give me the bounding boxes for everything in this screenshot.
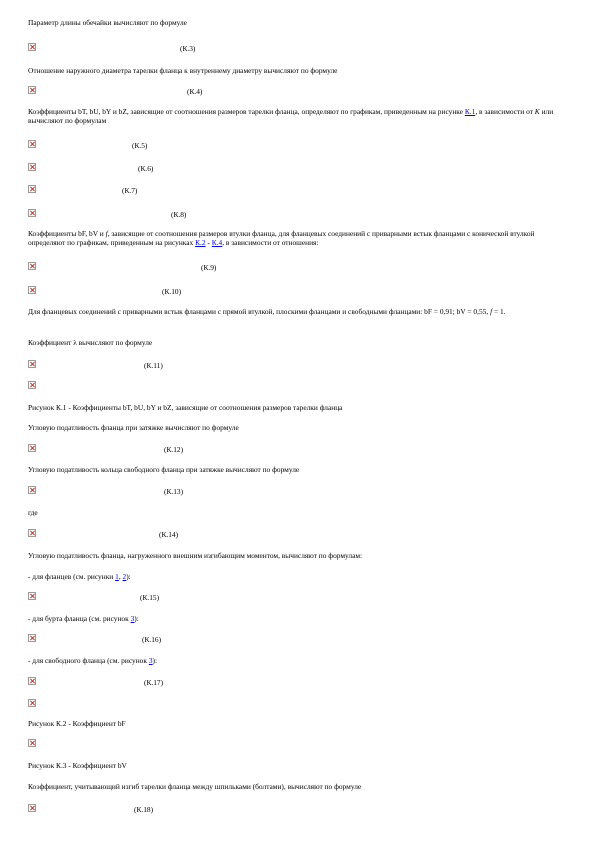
- formula-k11: [28, 360, 567, 372]
- formula-k8: [28, 209, 567, 221]
- formula-number: (К.5): [132, 141, 148, 150]
- formula-k12: [28, 444, 567, 456]
- figure-k2-image: [28, 699, 567, 711]
- formula-k4: [28, 86, 567, 98]
- paragraph-coefficients-bfv: Коэффициенты bF, bV и f, зависящие от соотношения размеров втулки фланца, для фланцевых соединений с приварными встык фланцами с конической втулкой определяют по графикам, приведенным на рисунках К.2 - К.4, в зависимости от отношения:: [28, 229, 535, 247]
- paragraph-free-flange-ring: Угловую податливость кольца свободного фланца при затяжке вычисляют по формуле: [28, 465, 300, 474]
- formula-number: (К.13): [164, 487, 184, 496]
- broken-image-icon: [28, 185, 36, 193]
- paragraph-where: где: [28, 508, 38, 517]
- broken-image-icon: [28, 43, 36, 51]
- link-figure-3[interactable]: 3: [130, 614, 135, 623]
- broken-image-icon: [28, 699, 36, 707]
- broken-image-icon: [28, 444, 36, 452]
- broken-image-icon: [28, 209, 36, 217]
- paragraph-coefficients-btuyz: Коэффициенты bT, bU, bY и bZ, зависящие от соотношения размеров тарелки фланца, определяют по графикам, приведенным на рисунке К.1, в зависимости от K или вычисляют по формулам: [28, 107, 554, 125]
- link-figure-1[interactable]: 1: [115, 572, 119, 581]
- link-figure-3-free[interactable]: 3: [148, 656, 153, 665]
- broken-image-icon: [28, 163, 36, 171]
- broken-image-icon: [28, 529, 36, 537]
- paragraph-flat-flange-values: Для фланцевых соединений с приварными встык фланцами с прямой втулкой, плоскими фланцами и свободными фланцами: bF = 0,91; bV = 0,55, f = 1.: [28, 307, 506, 316]
- link-figure-k2[interactable]: К.2: [195, 238, 206, 247]
- paragraph-bending-factor: Коэффициент, учитывающий изгиб тарелки фланца между шпильками (болтами), вычисляют по формуле: [28, 782, 362, 791]
- formula-k16: [28, 634, 567, 646]
- paragraph-for-free-flange: - для свободного фланца (см. рисунок 3):: [28, 656, 158, 665]
- formula-number: (К.16): [142, 635, 162, 644]
- broken-image-icon: [28, 804, 36, 812]
- formula-k13: [28, 486, 567, 498]
- formula-number: (К.6): [138, 164, 154, 173]
- figure-k3-caption: Рисунок К.3 - Коэффициент bV: [28, 761, 127, 770]
- link-figure-k1[interactable]: К.1: [464, 107, 476, 116]
- figure-k1-image: [28, 381, 567, 393]
- formula-number: (К.9): [201, 263, 217, 272]
- broken-image-icon: [28, 140, 36, 148]
- formula-number: (К.4): [187, 87, 203, 96]
- formula-k18: [28, 804, 567, 816]
- formula-k7: [28, 185, 567, 197]
- link-figure-2[interactable]: 2: [122, 572, 127, 581]
- formula-k9: [28, 262, 567, 274]
- paragraph-lambda: Коэффициент λ вычисляют по формуле: [28, 338, 153, 347]
- broken-image-icon: [28, 360, 36, 368]
- paragraph-for-flanges: - для фланцев (см. рисунки 1, 2):: [28, 572, 131, 581]
- broken-image-icon: [28, 381, 36, 389]
- broken-image-icon: [28, 634, 36, 642]
- formula-number: (К.12): [164, 445, 184, 454]
- paragraph-for-collar: - для бурта фланца (см. рисунок 3):: [28, 614, 139, 623]
- broken-image-icon: [28, 486, 36, 494]
- formula-number: (К.10): [162, 287, 182, 296]
- formula-k6: [28, 163, 567, 175]
- figure-k2-caption: Рисунок К.2 - Коэффициент bF: [28, 719, 126, 728]
- formula-k3: [28, 43, 567, 55]
- formula-number: (К.11): [144, 361, 163, 370]
- paragraph-angular-compliance: Угловую податливость фланца при затяжке вычисляют по формуле: [28, 423, 239, 432]
- link-figure-k4[interactable]: К.4: [211, 238, 223, 247]
- broken-image-icon: [28, 677, 36, 685]
- figure-k3-image: [28, 739, 567, 751]
- formula-number: (К.8): [171, 210, 187, 219]
- broken-image-icon: [28, 739, 36, 747]
- paragraph-diameter-ratio: Отношение наружного диаметра тарелки фланца к внутреннему диаметру вычисляют по формуле: [28, 66, 338, 75]
- formula-number: (К.3): [180, 44, 196, 53]
- formula-k10: [28, 286, 567, 298]
- formula-number: (К.7): [122, 186, 138, 195]
- formula-number: (К.18): [134, 805, 154, 814]
- broken-image-icon: [28, 592, 36, 600]
- formula-k14: [28, 529, 567, 541]
- paragraph-external-moment: Угловую податливость фланца, нагруженного внешним изгибающим моментом, вычисляют по формулам:: [28, 551, 363, 560]
- figure-k1-caption: Рисунок К.1 - Коэффициенты bT, bU, bY и bZ, зависящие от соотношения размеров тарелки фланца: [28, 403, 343, 412]
- paragraph-shell-length: Параметр длины обечайки вычисляют по формуле: [28, 18, 187, 27]
- broken-image-icon: [28, 286, 36, 294]
- formula-k5: [28, 140, 567, 152]
- broken-image-icon: [28, 86, 36, 94]
- formula-k15: [28, 592, 567, 604]
- formula-number: (К.15): [140, 593, 160, 602]
- formula-number: (К.17): [144, 678, 164, 687]
- formula-number: (К.14): [159, 530, 179, 539]
- formula-k17: [28, 677, 567, 689]
- broken-image-icon: [28, 262, 36, 270]
